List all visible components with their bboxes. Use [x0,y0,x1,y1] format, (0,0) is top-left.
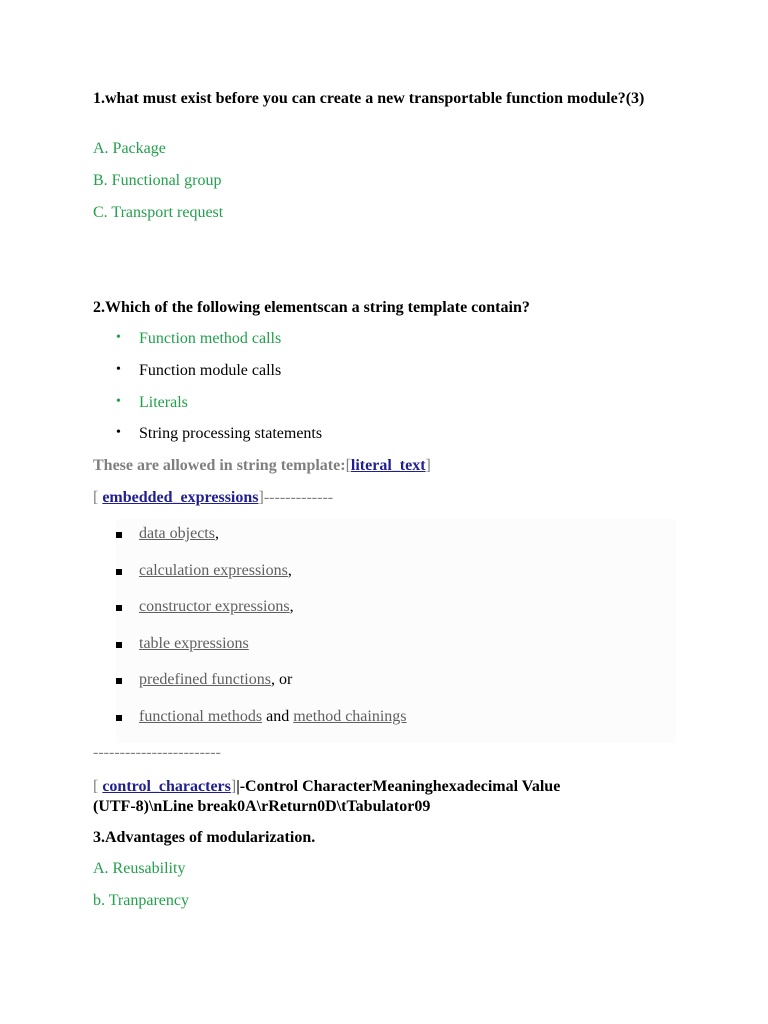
expression-suffix: , [214,525,219,542]
expression-link[interactable]: method chainings [293,708,407,725]
question-1-title: 1.what must exist before you can create a new transportable function module?(3) [93,90,645,107]
embedded-expressions-line: [ embedded_expressions]------------- [93,489,334,506]
square-bullet-icon [116,569,122,575]
q1-option-c: C. Transport request [93,204,224,221]
separator-dashes: ------------------------ [93,744,221,761]
control-characters-link[interactable]: control_characters [102,778,231,795]
expression-suffix: , [289,598,294,615]
literal-text-link[interactable]: literal_text [350,457,426,474]
bullet-label: Function method calls [139,330,282,347]
expression-link[interactable]: constructor expressions [139,598,290,615]
control-text-line-1: |-Control CharacterMeaninghexadecimal Value [236,778,561,795]
expression-suffix: , [287,562,292,579]
bullet-icon: • [116,394,121,409]
square-bullet-icon [116,532,122,538]
square-bullet-icon [116,678,122,684]
control-characters-block: [ control_characters]|-Control CharacterMeaninghexadecimal Value (UTF-8)\nLine break0A\rReturn0D\tTabulator09 [93,778,561,815]
question-2-title: 2.Which of the following elementscan a string template contain? [93,299,530,316]
bullet-icon: • [116,362,121,377]
bullet-icon: • [116,425,121,440]
bullet-icon: • [116,330,121,345]
expression-link[interactable]: calculation expressions [139,562,288,579]
note-prefix: These are allowed in string template: [93,457,346,474]
embedded-expressions-link[interactable]: embedded_expressions [102,489,259,506]
bullet-label: Literals [139,394,188,411]
expression-suffix: , or [270,671,293,688]
dash-run: ------------- [263,489,334,506]
question-3-title: 3.Advantages of modularization. [93,829,316,846]
q1-option-b: B. Functional group [93,172,222,189]
square-bullet-icon [116,715,122,721]
control-text-line-2: (UTF-8)\nLine break0A\rReturn0D\tTabulator09 [93,798,431,815]
expression-link[interactable]: table expressions [139,635,249,652]
square-bullet-icon [116,642,122,648]
q3-option-a: A. Reusability [93,860,186,877]
q3-option-b: b. Tranparency [93,892,189,909]
expression-suffix: and [262,708,294,725]
string-template-note: These are allowed in string template:[literal_text] [93,457,431,474]
bullet-label: String processing statements [139,425,323,442]
expression-link[interactable]: functional methods [139,708,263,725]
square-bullet-icon [116,605,122,611]
expression-link[interactable]: predefined functions [139,671,271,688]
expression-link[interactable]: data objects [139,525,215,542]
bullet-label: Function module calls [139,362,282,379]
q1-option-a: A. Package [93,140,166,157]
